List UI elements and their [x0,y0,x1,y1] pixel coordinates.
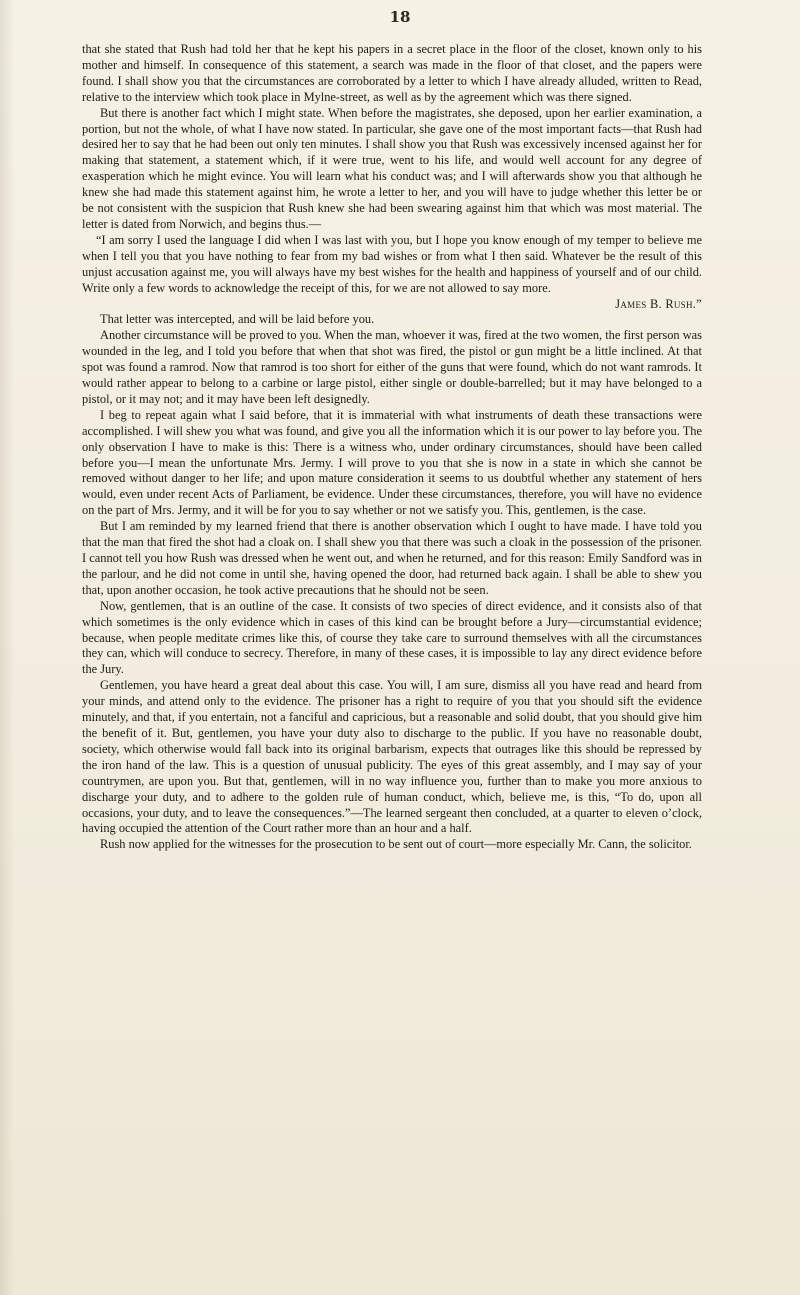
paragraph-7: Now, gentlemen, that is an outline of the case. It consists of two species of direct evidence, and it consists also of that which sometimes is the only evidence which in cases of this kind can be brought before a Jury—circumstantial evidence; because, when people meditate crimes like this, of course they take care to surround themselves with all the circumstances they can, which will conduce to secrecy. Therefore, in many of these cases, it is impossible to lay any direct evidence before the Jury. [82,598,702,677]
paragraph-9: Rush now applied for the witnesses for the prosecution to be sent out of court—more especially Mr. Cann, the solicitor. [100,837,692,852]
letter-signature: James B. Rush.” [615,296,702,311]
paragraph-6: But I am reminded by my learned friend that there is another observation which I ought to have made. I have told you that the man that fired the shot had a cloak on. I shall shew you that there was such a cloak in the possession of the prisoner. I cannot tell you how Rush was dressed when he went out, and when he returned, and for this reason: Emily Sandford was in the parlour, and he did not come in until she, having opened the door, had returned back again. I shall be able to shew you that, upon another occasion, he took active precautions that he should not be seen. [82,519,702,597]
page-gutter-shadow [0,0,14,1295]
paragraph-1: that she stated that Rush had told her that he kept his papers in a secret place in the floor of the closet, known only to his mother and himself. In consequence of this statement, a search was made in the floor of that closet, and the papers were found. I shall show you that the circumstances are corroborated by a letter to which I have already alluded, written to Read, relative to the interview which took place in Mylne-street, as well as by the agreement which was there signed. [82,42,702,104]
paragraph-4: Another circumstance will be proved to you. When the man, whoever it was, fired at the two women, the first person was wounded in the leg, and I told you before that when that shot was fired, the pistol or gun might be a little inclined. At that spot was found a ramrod. Now that ramrod is too short for either of the guns that were found, which do not want ramrods. It would rather appear to belong to a carbine or large pistol, either single or double-barrelled; but it may have belonged to a pistol, or it may not; and it may have been left designedly. [82,328,702,406]
page-number: 18 [389,8,411,26]
paragraph-8: Gentlemen, you have heard a great deal about this case. You will, I am sure, dismiss all you have read and heard from your minds, and attend only to the evidence. The prisoner has a right to require of you that you should sift the evidence minutely, and that, if you entertain, not a fanciful and capricious, but a reasonable and solid doubt, that you should give him the benefit of it. But, gentlemen, you have your duty also to discharge to the public. If you have no reasonable doubt, society, which otherwise would fall back into its original barbarism, expects that outrages like this should be repressed by the iron hand of the law. This is a question of unusual publicity. The eyes of this great assembly, and I may say of your countrymen, are upon you. But that, gentlemen, will in no way influence you, further than to make you more anxious to discharge your duty, and to adhere to the golden rule of human conduct, which, believe me, is this, “To do, upon all occasions, your duty, and to leave the consequences.”—The learned sergeant then concluded, at a quarter to eleven o’clock, having occupied the attention of the Court rather more than an hour and a half. [82,678,702,836]
paragraph-3: That letter was intercepted, and will be laid before you. [100,312,375,327]
letter-quote: “I am sorry I used the language I did when I was last with you, but I hope you know enough of my temper to believe me when I tell you that you have nothing to fear from my bad wishes or from what I then said. Whatever be the result of this unjust accusation against me, you will always have my best wishes for the health and happiness of yourself and of our child. Write only a few words to acknowledge the receipt of this, for we are not allowed to say more. [82,232,702,295]
body-text [82,42,702,853]
paragraph-5: I beg to repeat again what I said before, that it is immaterial with what instruments of death these transactions were accomplished. I will shew you what was found, and give you all the information which it is our power to lay before you. The only observation I have to make is this: There is a witness who, under ordinary circumstances, should have been called before you—I mean the unfortunate Mrs. Jermy. I will prove to you that she is now in a state in which she cannot be removed without danger to her life; and upon mature consideration it seems to us doubtful whether any statement of hers would, even under recent Acts of Parliament, be evidence. Under these circumstances, therefore, you will have no evidence on the part of Mrs. Jermy, and it will be for you to say whether or not we satisfy you. This, gentlemen, is the case. [82,407,702,518]
paragraph-2: But there is another fact which I might state. When before the magistrates, she deposed, upon her earlier examination, a portion, but not the whole, of what I have now stated. In particular, she gave one of the most important facts—that Rush had desired her to say that he had been out only ten minutes. I shall show you that Rush was excessively incensed against her for making that statement, a statement which, if it were true, went to his life, and would well account for any degree of exasperation which he might evince. You will learn what his conduct was; and I will afterwards show you that although he knew she had made this statement against him, he wrote a letter to her, and you will have to judge whether this letter be or be not consistent with the suspicion that Rush knew she had been swearing against him that which was most material. The letter is dated from Norwich, and begins thus.— [82,105,702,231]
